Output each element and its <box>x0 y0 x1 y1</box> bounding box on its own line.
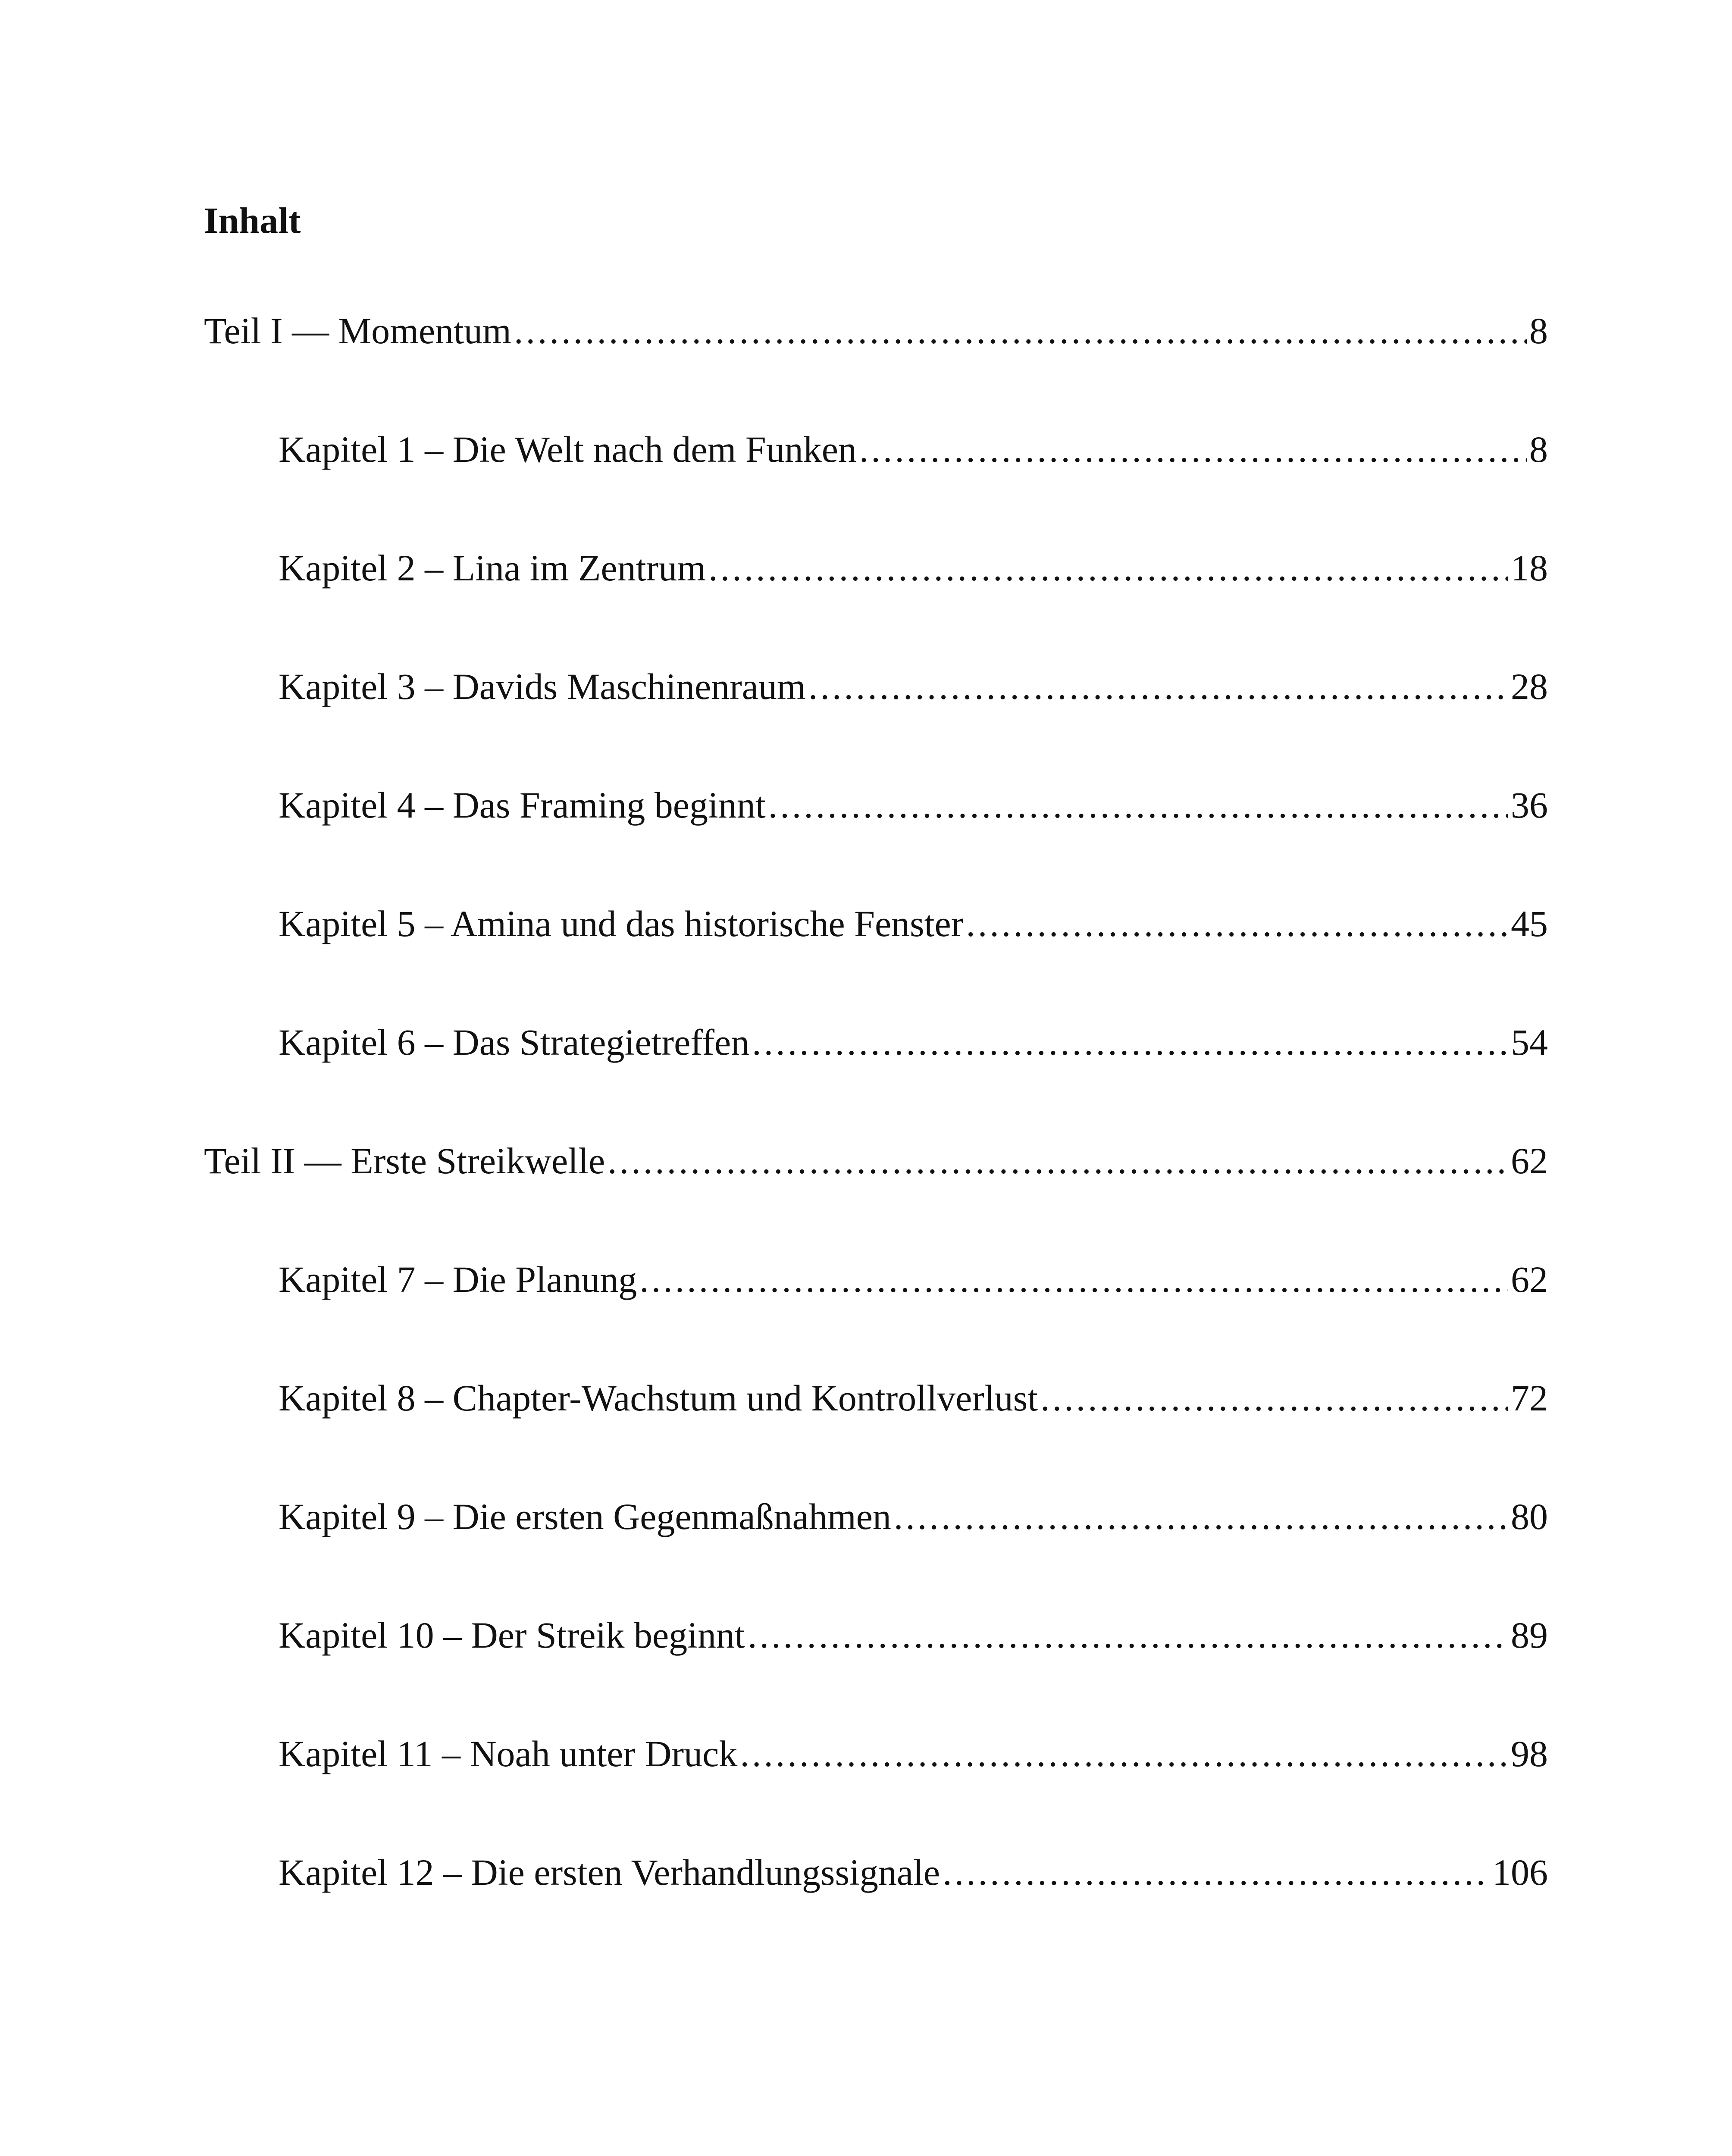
toc-entry-11 <box>279 1611 1548 1659</box>
toc-entry-6 <box>279 1018 1548 1066</box>
toc-entry-label: Kapitel 3 – Davids Maschinenraum <box>279 666 806 707</box>
toc-entry-12 <box>279 1730 1548 1777</box>
toc-entry-label: Kapitel 10 – Der Streik beginnt <box>279 1614 745 1656</box>
toc-entry-0 <box>204 307 1548 354</box>
toc-entry-2 <box>279 544 1548 592</box>
toc-entry-page-number: 54 <box>1511 1022 1548 1063</box>
toc-entry-3 <box>279 663 1548 710</box>
toc-entry-1 <box>279 426 1548 473</box>
toc-entry-page-number: 89 <box>1511 1614 1548 1656</box>
toc-entry-label: Kapitel 4 – Das Framing beginnt <box>279 784 766 826</box>
dot-leader <box>639 1256 1508 1303</box>
dot-leader <box>966 900 1508 947</box>
dot-leader <box>808 663 1508 710</box>
toc-entry-page-number: 72 <box>1511 1377 1548 1419</box>
toc-entry-page-number: 28 <box>1511 666 1548 707</box>
toc-entry-page-number: 8 <box>1529 310 1548 351</box>
dot-leader <box>768 781 1508 829</box>
toc-entry-label: Kapitel 5 – Amina und das historische Fenster <box>279 903 964 944</box>
toc-entry-13 <box>279 1849 1548 1896</box>
toc-entry-page-number: 80 <box>1511 1496 1548 1537</box>
toc-entry-4 <box>279 781 1548 829</box>
toc-entry-label: Kapitel 11 – Noah unter Druck <box>279 1733 738 1774</box>
dot-leader <box>514 307 1527 354</box>
dot-leader <box>1040 1374 1508 1422</box>
toc-entry-page-number: 98 <box>1511 1733 1548 1774</box>
dot-leader <box>708 544 1508 592</box>
toc-entry-page-number: 8 <box>1529 429 1548 470</box>
toc-entry-label: Kapitel 2 – Lina im Zentrum <box>279 547 706 589</box>
toc-entry-7 <box>204 1137 1548 1185</box>
toc-entry-page-number: 62 <box>1511 1259 1548 1300</box>
toc-entry-label: Kapitel 12 – Die ersten Verhandlungssignale <box>279 1852 940 1893</box>
dot-leader <box>608 1137 1508 1185</box>
dot-leader <box>740 1730 1508 1777</box>
toc-entry-9 <box>279 1374 1548 1422</box>
table-of-contents <box>204 0 1548 2156</box>
toc-entry-label: Kapitel 6 – Das Strategietreffen <box>279 1022 750 1063</box>
toc-entry-page-number: 106 <box>1492 1852 1548 1893</box>
dot-leader <box>894 1493 1508 1540</box>
dot-leader <box>748 1611 1508 1659</box>
toc-entry-page-number: 62 <box>1511 1140 1548 1181</box>
toc-heading: Inhalt <box>204 200 301 241</box>
toc-entry-5 <box>279 900 1548 947</box>
toc-entry-page-number: 45 <box>1511 903 1548 944</box>
toc-entry-label: Teil I — Momentum <box>204 310 511 351</box>
toc-entry-page-number: 36 <box>1511 784 1548 826</box>
toc-entry-page-number: 18 <box>1511 547 1548 589</box>
dot-leader <box>943 1849 1490 1896</box>
toc-entry-10 <box>279 1493 1548 1540</box>
dot-leader <box>752 1018 1508 1066</box>
toc-entry-label: Kapitel 9 – Die ersten Gegenmaßnahmen <box>279 1496 891 1537</box>
toc-entry-label: Kapitel 8 – Chapter-Wachstum und Kontrollverlust <box>279 1377 1038 1419</box>
toc-entry-8 <box>279 1256 1548 1303</box>
toc-entry-label: Teil II — Erste Streikwelle <box>204 1140 605 1181</box>
dot-leader <box>859 426 1527 473</box>
toc-entry-label: Kapitel 7 – Die Planung <box>279 1259 637 1300</box>
toc-entry-label: Kapitel 1 – Die Welt nach dem Funken <box>279 429 857 470</box>
